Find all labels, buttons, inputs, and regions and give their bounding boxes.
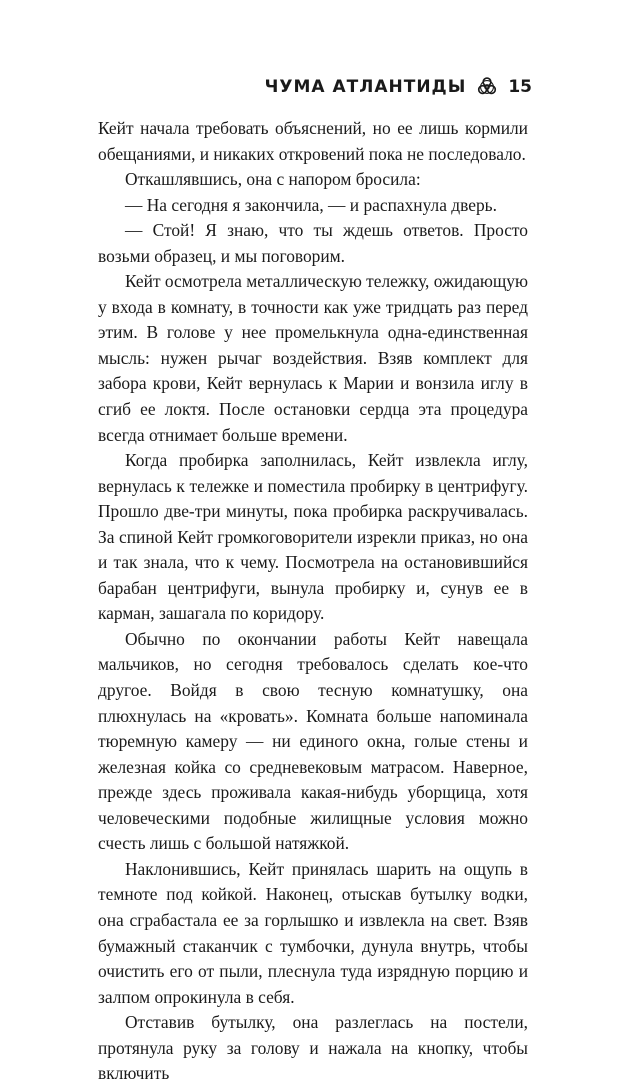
- paragraph-8: Наклонившись, Кейт принялась шарить на ощупь в темноте под койкой. Наконец, отыскав бутылку водки, она сграбастала ее за горлышко и извлекла на свет. Взяв бумажный стаканчик с тумбочки, дунула внутрь, чтобы очистить его от пыли, плеснула туда изрядную порцию и залпом опрокинула в себя.: [98, 858, 528, 1007]
- running-header: [265, 74, 532, 100]
- paragraph-2: Откашлявшись, она с напором бросила:: [125, 169, 421, 190]
- running-title: ЧУМА АТЛАНТИДЫ: [264, 77, 467, 97]
- paragraph-7: Обычно по окончании работы Кейт навещала мальчиков, но сегодня требовалось сделать кое-что другое. Войдя в свою тесную комнатушку, она плюхнулась на «кровать». Комната больше напоминала тюремную камеру — ни единого окна, голые стены и железная койка со средневековым матрасом. Наверное, прежде здесь проживала какая-нибудь уборщица, хотя человеческими подобные жилищные условия можно счесть лишь с большой натяжкой.: [98, 628, 528, 854]
- paragraph-5: Кейт осмотрела металлическую тележку, ожидающую у входа в комнату, в точности как уже тридцать раз перед этим. В голове у нее промелькнула одна-единственная мысль: нужен рычаг воздействия. Взяв комплект для забора крови, Кейт вернулась к Марии и вонзила иглу в сгиб ее локтя. После остановки сердца эта процедура всегда отнимает больше времени.: [98, 271, 528, 445]
- paragraph-1: Кейт начала требовать объяснений, но ее лишь кормили обещаниями, и никаких откровений пока не последовало.: [98, 118, 528, 164]
- paragraph-4: — Стой! Я знаю, что ты ждешь ответов. Просто возьми образец, и мы поговорим.: [98, 220, 528, 266]
- paragraph-6: Когда пробирка заполнилась, Кейт извлекла иглу, вернулась к тележке и поместила пробирку в центрифугу. Прошло две-три минуты, пока пробирка раскручивалась. За спиной Кейт громкоговорители изрекли приказ, но она и так знала, что к чему. Посмотрела на остановившийся барабан центрифуги, вынула пробирку и, сунув ее в карман, зашагала по коридору.: [98, 450, 528, 624]
- paragraph-3: — На сегодня я закончила, — и распахнула дверь.: [125, 194, 497, 215]
- body-text: [98, 116, 528, 1087]
- page-number: 15: [508, 77, 532, 97]
- paragraph-9: Отставив бутылку, она разлеглась на постели, протянула руку за голову и нажала на кнопку, чтобы включить: [98, 1012, 528, 1084]
- biohazard-icon: [476, 76, 498, 98]
